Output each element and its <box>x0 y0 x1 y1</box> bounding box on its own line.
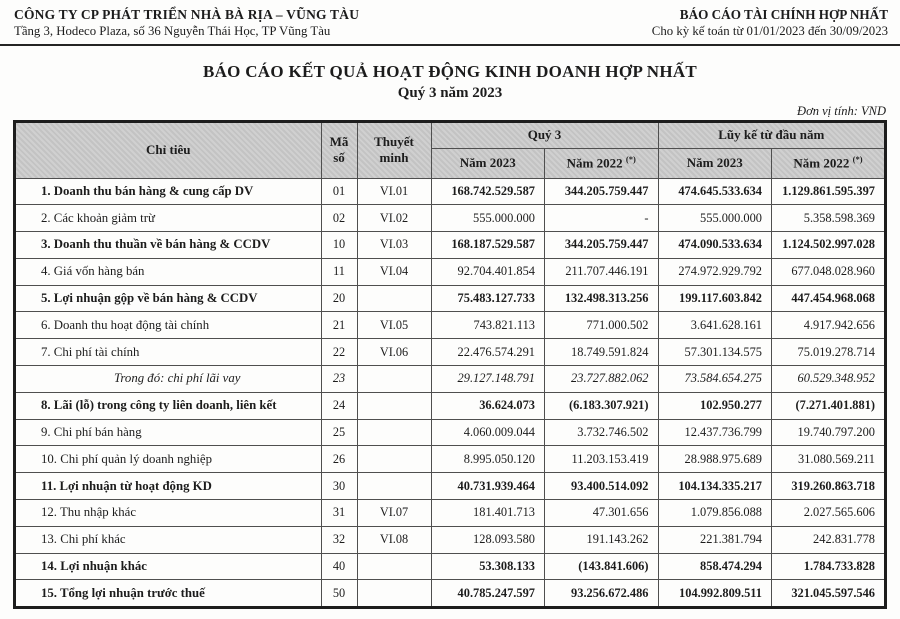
header-code-line2: số <box>333 150 345 166</box>
report-subtitle: Quý 3 năm 2023 <box>397 85 503 101</box>
table-row <box>15 285 885 312</box>
header-q3-2023: Năm 2023 <box>431 148 545 178</box>
row-label-cell: 6. Doanh thu hoạt động tài chính <box>15 312 321 339</box>
table-row <box>15 232 885 259</box>
header-q3-2022 <box>545 148 659 178</box>
row-ytd-2023-cell: 73.584.654.275 <box>658 366 772 393</box>
row-q3-2022-cell: 11.203.153.419 <box>545 446 659 473</box>
header-ytd-2022-sup: (*) <box>852 154 863 165</box>
row-q3-2023-cell: 36.624.073 <box>431 392 545 419</box>
header-code <box>321 122 357 178</box>
row-q3-2023-cell: 40.785.247.597 <box>431 580 545 607</box>
row-note-cell <box>357 392 431 419</box>
header-q3-2022-text: Năm 2022 <box>566 155 623 171</box>
row-q3-2022-cell: - <box>545 205 659 232</box>
row-label-cell: 1. Doanh thu bán hàng & cung cấp DV <box>15 178 321 205</box>
row-q3-2023-cell: 181.401.713 <box>431 500 545 527</box>
row-note-cell <box>357 419 431 446</box>
row-q3-2023-cell: 75.483.127.733 <box>431 285 545 312</box>
company-address: Tầng 3, Hodeco Plaza, số 36 Nguyễn Thái Học, TP Vũng Tàu <box>14 24 331 38</box>
row-ytd-2023-cell: 104.134.335.217 <box>658 473 772 500</box>
row-ytd-2022-cell: (7.271.401.881) <box>772 392 886 419</box>
row-ytd-2023-cell: 199.117.603.842 <box>658 285 772 312</box>
row-q3-2022-cell: 344.205.759.447 <box>545 232 659 259</box>
row-ytd-2023-cell: 102.950.277 <box>658 392 772 419</box>
header-ytd-2022 <box>772 148 886 178</box>
row-code-cell: 25 <box>321 419 357 446</box>
row-ytd-2022-cell: 1.129.861.595.397 <box>772 178 886 205</box>
row-q3-2023-cell: 22.476.574.291 <box>431 339 545 366</box>
row-q3-2022-cell: 211.707.446.191 <box>545 258 659 285</box>
table-row <box>15 366 885 393</box>
row-q3-2022-cell: (143.841.606) <box>545 553 659 580</box>
row-label-cell: 8. Lãi (lỗ) trong công ty liên doanh, liên kết <box>15 392 321 419</box>
row-label-cell: 12. Thu nhập khác <box>15 500 321 527</box>
row-q3-2022-cell: 344.205.759.447 <box>545 178 659 205</box>
row-code-cell: 23 <box>321 366 357 393</box>
row-q3-2022-cell: 93.256.672.486 <box>545 580 659 607</box>
row-code-cell: 50 <box>321 580 357 607</box>
row-q3-2023-cell: 40.731.939.464 <box>431 473 545 500</box>
row-q3-2023-cell: 53.308.133 <box>431 553 545 580</box>
table-header <box>15 122 885 178</box>
row-label-cell: 3. Doanh thu thuần về bán hàng & CCDV <box>15 232 321 259</box>
row-ytd-2023-cell: 474.645.533.634 <box>658 178 772 205</box>
row-ytd-2022-cell: 4.917.942.656 <box>772 312 886 339</box>
row-q3-2023-cell: 555.000.000 <box>431 205 545 232</box>
header-note-line2: minh <box>379 150 409 166</box>
row-ytd-2022-cell: 19.740.797.200 <box>772 419 886 446</box>
income-statement-table <box>14 121 886 608</box>
row-ytd-2022-cell: 31.080.569.211 <box>772 446 886 473</box>
row-ytd-2022-cell: 242.831.778 <box>772 526 886 553</box>
row-code-cell: 22 <box>321 339 357 366</box>
row-ytd-2023-cell: 474.090.533.634 <box>658 232 772 259</box>
row-label-cell: Trong đó: chi phí lãi vay <box>15 366 321 393</box>
row-label-cell: 2. Các khoản giảm trừ <box>15 205 321 232</box>
row-note-cell: VI.04 <box>357 258 431 285</box>
header-q3-2022-sup: (*) <box>625 154 636 165</box>
row-label-cell: 5. Lợi nhuận gộp về bán hàng & CCDV <box>15 285 321 312</box>
row-label-cell: 14. Lợi nhuận khác <box>15 553 321 580</box>
row-code-cell: 26 <box>321 446 357 473</box>
table-row <box>15 526 885 553</box>
row-ytd-2022-cell: 321.045.597.546 <box>772 580 886 607</box>
row-ytd-2023-cell: 858.474.294 <box>658 553 772 580</box>
row-q3-2022-cell: (6.183.307.921) <box>545 392 659 419</box>
table-row <box>15 339 885 366</box>
row-q3-2022-cell: 47.301.656 <box>545 500 659 527</box>
row-code-cell: 24 <box>321 392 357 419</box>
row-ytd-2022-cell: 75.019.278.714 <box>772 339 886 366</box>
row-code-cell: 21 <box>321 312 357 339</box>
row-q3-2022-cell: 93.400.514.092 <box>545 473 659 500</box>
row-ytd-2023-cell: 57.301.134.575 <box>658 339 772 366</box>
table-row <box>15 392 885 419</box>
row-ytd-2023-cell: 28.988.975.689 <box>658 446 772 473</box>
report-title: BÁO CÁO KẾT QUẢ HOẠT ĐỘNG KINH DOANH HỢP NHẤT <box>202 62 698 81</box>
row-q3-2022-cell: 3.732.746.502 <box>545 419 659 446</box>
row-label-cell: 7. Chi phí tài chính <box>15 339 321 366</box>
table-row <box>15 312 885 339</box>
row-code-cell: 20 <box>321 285 357 312</box>
row-note-cell: VI.06 <box>357 339 431 366</box>
unit-note: Đơn vị tính: VND <box>797 104 886 118</box>
row-note-cell <box>357 285 431 312</box>
row-note-cell <box>357 366 431 393</box>
row-note-cell: VI.02 <box>357 205 431 232</box>
title-block <box>0 62 900 102</box>
row-note-cell <box>357 553 431 580</box>
row-code-cell: 01 <box>321 178 357 205</box>
row-ytd-2023-cell: 274.972.929.792 <box>658 258 772 285</box>
row-code-cell: 32 <box>321 526 357 553</box>
row-ytd-2023-cell: 104.992.809.511 <box>658 580 772 607</box>
row-ytd-2022-cell: 319.260.863.718 <box>772 473 886 500</box>
row-code-cell: 10 <box>321 232 357 259</box>
row-q3-2023-cell: 168.187.529.587 <box>431 232 545 259</box>
row-label-cell: 9. Chi phí bán hàng <box>15 419 321 446</box>
header-note-line1: Thuyết <box>374 134 414 150</box>
row-ytd-2023-cell: 1.079.856.088 <box>658 500 772 527</box>
row-ytd-2023-cell: 12.437.736.799 <box>658 419 772 446</box>
row-label-cell: 11. Lợi nhuận từ hoạt động KD <box>15 473 321 500</box>
row-code-cell: 40 <box>321 553 357 580</box>
table-row <box>15 419 885 446</box>
report-table-body <box>15 178 885 607</box>
row-code-cell: 11 <box>321 258 357 285</box>
report-period: Cho kỳ kế toán từ 01/01/2023 đến 30/09/2023 <box>651 24 888 38</box>
table-row <box>15 258 885 285</box>
row-ytd-2023-cell: 555.000.000 <box>658 205 772 232</box>
row-ytd-2022-cell: 60.529.348.952 <box>772 366 886 393</box>
row-ytd-2023-cell: 221.381.794 <box>658 526 772 553</box>
row-q3-2023-cell: 743.821.113 <box>431 312 545 339</box>
row-ytd-2022-cell: 447.454.968.068 <box>772 285 886 312</box>
row-ytd-2023-cell: 3.641.628.161 <box>658 312 772 339</box>
table-row <box>15 205 885 232</box>
table-row <box>15 553 885 580</box>
row-label-cell: 10. Chi phí quản lý doanh nghiệp <box>15 446 321 473</box>
letterhead <box>0 0 900 46</box>
row-q3-2022-cell: 771.000.502 <box>545 312 659 339</box>
table-row <box>15 473 885 500</box>
header-criteria: Chỉ tiêu <box>15 122 321 178</box>
row-ytd-2022-cell: 677.048.028.960 <box>772 258 886 285</box>
row-note-cell: VI.05 <box>357 312 431 339</box>
row-label-cell: 13. Chi phí khác <box>15 526 321 553</box>
row-q3-2023-cell: 4.060.009.044 <box>431 419 545 446</box>
company-name: CÔNG TY CP PHÁT TRIỂN NHÀ BÀ RỊA – VŨNG TÀU <box>14 7 360 22</box>
row-note-cell: VI.08 <box>357 526 431 553</box>
row-note-cell: VI.01 <box>357 178 431 205</box>
row-q3-2022-cell: 191.143.262 <box>545 526 659 553</box>
row-code-cell: 31 <box>321 500 357 527</box>
table-row <box>15 178 885 205</box>
table-row <box>15 580 885 607</box>
row-q3-2023-cell: 92.704.401.854 <box>431 258 545 285</box>
row-q3-2022-cell: 132.498.313.256 <box>545 285 659 312</box>
letterhead-right <box>652 7 888 39</box>
header-q3-group: Quý 3 <box>431 122 658 148</box>
row-q3-2023-cell: 8.995.050.120 <box>431 446 545 473</box>
row-q3-2023-cell: 168.742.529.587 <box>431 178 545 205</box>
header-ytd-group: Lũy kế từ đầu năm <box>658 122 885 148</box>
header-row-top <box>15 122 885 148</box>
row-code-cell: 02 <box>321 205 357 232</box>
header-code-line1: Mã <box>329 134 349 150</box>
row-q3-2022-cell: 18.749.591.824 <box>545 339 659 366</box>
row-q3-2023-cell: 29.127.148.791 <box>431 366 545 393</box>
row-ytd-2022-cell: 1.124.502.997.028 <box>772 232 886 259</box>
row-label-cell: 4. Giá vốn hàng bán <box>15 258 321 285</box>
row-note-cell: VI.07 <box>357 500 431 527</box>
header-ytd-2022-text: Năm 2022 <box>793 155 850 171</box>
letterhead-left <box>14 7 359 39</box>
row-note-cell: VI.03 <box>357 232 431 259</box>
row-label-cell: 15. Tổng lợi nhuận trước thuế <box>15 580 321 607</box>
report-type: BÁO CÁO TÀI CHÍNH HỢP NHẤT <box>679 7 888 22</box>
row-ytd-2022-cell: 2.027.565.606 <box>772 500 886 527</box>
row-note-cell <box>357 446 431 473</box>
header-note <box>357 122 431 178</box>
header-ytd-2023: Năm 2023 <box>658 148 772 178</box>
table-row <box>15 446 885 473</box>
row-ytd-2022-cell: 5.358.598.369 <box>772 205 886 232</box>
table-row <box>15 500 885 527</box>
row-note-cell <box>357 473 431 500</box>
row-q3-2023-cell: 128.093.580 <box>431 526 545 553</box>
row-code-cell: 30 <box>321 473 357 500</box>
row-q3-2022-cell: 23.727.882.062 <box>545 366 659 393</box>
row-ytd-2022-cell: 1.784.733.828 <box>772 553 886 580</box>
row-note-cell <box>357 580 431 607</box>
